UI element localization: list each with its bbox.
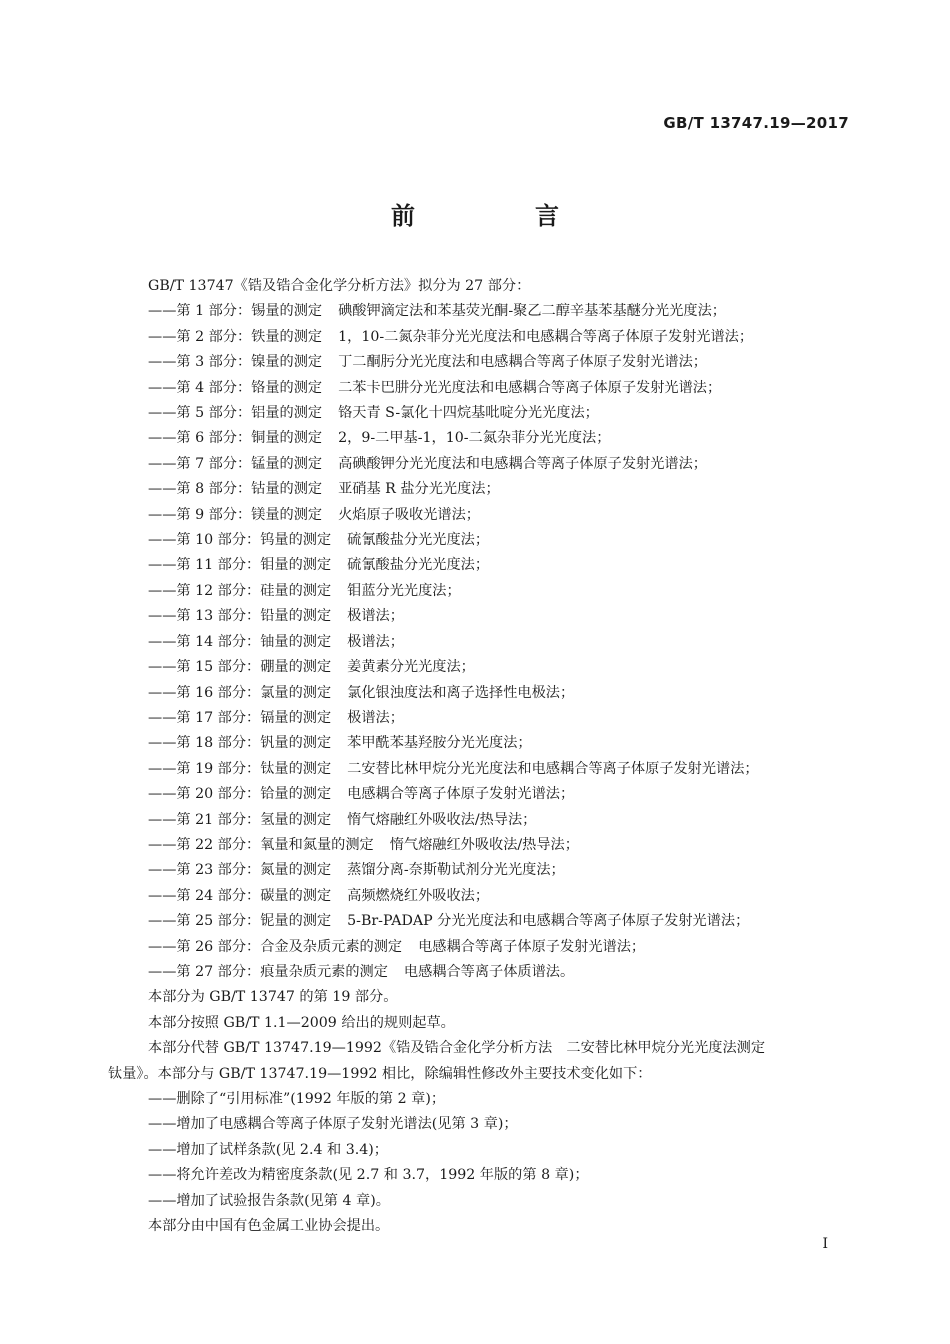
part-list-item — [116, 553, 851, 578]
part-label: ——第 18 部分：钒量的测定 — [148, 735, 332, 752]
part-method: 硫氰酸盐分光光度法； — [347, 557, 490, 574]
part-list-item — [116, 655, 851, 680]
part-method: 丁二酮肟分光光度法和电感耦合等离子体原子发射光谱法； — [338, 354, 707, 371]
part-list-item — [116, 909, 851, 934]
part-list-item — [116, 604, 851, 629]
replaces-statement-line1: 本部分代替 GB/T 13747.19—1992《锆及锆合金化学分析方法 二安替比林甲烷分光光度法测定 — [148, 1040, 766, 1057]
part-list-item — [116, 579, 851, 604]
part-label: ——第 12 部分：硅量的测定 — [148, 582, 332, 599]
part-list-item — [116, 858, 851, 883]
change-list-item: ——删除了“引用标准”(1992 年版的第 2 章)； — [148, 1091, 446, 1107]
part-list-item — [116, 477, 851, 502]
part-method: 二安替比林甲烷分光光度法和电感耦合等离子体原子发射光谱法； — [347, 760, 759, 777]
part-list-item — [116, 401, 851, 426]
part-label: ——第 23 部分：氮量的测定 — [148, 862, 332, 879]
part-label: ——第 21 部分：氢量的测定 — [148, 811, 332, 828]
change-list-item: ——增加了试样条款(见 2.4 和 3.4)； — [148, 1141, 388, 1158]
part-method: 1，10-二氮杂菲分光光度法和电感耦合等离子体原子发射光谱法； — [338, 328, 754, 345]
part-method: 高频燃烧红外吸收法； — [347, 887, 490, 904]
part-list-item — [116, 960, 851, 985]
part-list-item — [116, 503, 851, 528]
part-method: 惰气熔融红外吸收法/热导法； — [347, 811, 537, 828]
part-of-statement: 本部分为 GB/T 13747 的第 19 部分。 — [148, 989, 398, 1006]
part-label: ——第 25 部分：铌量的测定 — [148, 913, 332, 930]
part-method: 极谱法； — [347, 633, 404, 650]
part-label: ——第 6 部分：铜量的测定 — [148, 430, 323, 447]
part-method: 蒸馏分离-奈斯勒试剂分光光度法； — [347, 862, 565, 879]
changes-list — [116, 1087, 851, 1214]
part-label: ——第 17 部分：镉量的测定 — [148, 709, 332, 726]
drafting-statement: 本部分按照 GB/T 1.1—2009 给出的规则起草。 — [148, 1014, 455, 1031]
part-label: ——第 27 部分：痕量杂质元素的测定 — [148, 963, 388, 980]
part-list-item — [116, 935, 851, 960]
foreword-body — [108, 274, 851, 1239]
part-method: 极谱法； — [347, 608, 404, 625]
part-list-item — [116, 426, 851, 451]
part-label: ——第 1 部分：锡量的测定 — [148, 303, 323, 320]
part-list-item — [116, 782, 851, 807]
page-number: Ⅰ — [822, 1236, 828, 1252]
part-label: ——第 19 部分：钛量的测定 — [148, 760, 332, 777]
part-label: ——第 9 部分：镁量的测定 — [148, 506, 323, 523]
part-method: 碘酸钾滴定法和苯基荧光酮-聚乙二醇辛基苯基醚分光光度法； — [338, 303, 726, 320]
part-method: 电感耦合等离子体原子发射光谱法； — [418, 938, 646, 955]
part-label: ——第 26 部分：合金及杂质元素的测定 — [148, 938, 403, 955]
part-list-item — [116, 706, 851, 731]
part-list-item — [116, 757, 851, 782]
proposed-by-statement: 本部分由中国有色金属工业协会提出。 — [148, 1218, 390, 1235]
part-label: ——第 5 部分：铝量的测定 — [148, 405, 323, 422]
part-method: 高碘酸钾分光光度法和电感耦合等离子体原子发射光谱法； — [338, 455, 707, 472]
part-list-item — [116, 528, 851, 553]
part-label: ——第 7 部分：锰量的测定 — [148, 455, 323, 472]
part-method: 惰气熔融红外吸收法/热导法； — [389, 836, 579, 853]
part-list-item — [116, 808, 851, 833]
part-method: 电感耦合等离子体原子发射光谱法； — [347, 786, 575, 803]
part-method: 苯甲酰苯基羟胺分光光度法； — [347, 735, 532, 752]
part-method: 亚硝基 R 盐分光光度法； — [338, 481, 500, 498]
part-label: ——第 11 部分：钼量的测定 — [148, 557, 332, 574]
part-label: ——第 15 部分：硼量的测定 — [148, 659, 332, 676]
part-label: ——第 2 部分：铁量的测定 — [148, 328, 323, 345]
part-label: ——第 14 部分：铀量的测定 — [148, 633, 332, 650]
part-method: 5-Br-PADAP 分光光度法和电感耦合等离子体原子发射光谱法； — [347, 913, 750, 930]
part-method: 火焰原子吸收光谱法； — [338, 506, 480, 523]
part-label: ——第 16 部分：氯量的测定 — [148, 684, 332, 701]
intro-line: GB/T 13747《锆及锆合金化学分析方法》拟分为 27 部分： — [148, 278, 531, 294]
parts-list — [116, 299, 851, 985]
part-method: 氯化银浊度法和离子选择性电极法； — [347, 684, 575, 701]
part-list-item — [116, 452, 851, 477]
part-list-item — [116, 884, 851, 909]
part-method: 电感耦合等离子体质谱法。 — [403, 963, 575, 980]
part-label: ——第 3 部分：镍量的测定 — [148, 354, 323, 371]
part-list-item — [116, 731, 851, 756]
change-list-item: ——增加了电感耦合等离子体原子发射光谱法(见第 3 章)； — [148, 1116, 518, 1133]
part-list-item — [116, 299, 851, 324]
part-method: 铬天青 S-氯化十四烷基吡啶分光光度法； — [338, 405, 599, 422]
standard-code: GB/T 13747.19—2017 — [663, 114, 849, 132]
part-list-item — [116, 681, 851, 706]
part-label: ——第 20 部分：铪量的测定 — [148, 786, 332, 803]
part-method: 二苯卡巴肼分光光度法和电感耦合等离子体原子发射光谱法； — [338, 379, 722, 396]
part-list-item — [116, 376, 851, 401]
part-method: 极谱法； — [347, 709, 404, 726]
change-list-item: ——增加了试验报告条款(见第 4 章)。 — [148, 1192, 390, 1209]
part-label: ——第 4 部分：铬量的测定 — [148, 379, 323, 396]
part-list-item — [116, 630, 851, 655]
part-method: 姜黄素分光光度法； — [347, 659, 475, 676]
part-list-item — [116, 350, 851, 375]
part-method: 2，9-二甲基-1，10-二氮杂菲分光光度法； — [338, 430, 611, 447]
page-title: 前 言 — [391, 202, 607, 230]
part-label: ——第 10 部分：钨量的测定 — [148, 532, 332, 549]
part-method: 钼蓝分光光度法； — [347, 582, 461, 599]
part-label: ——第 24 部分：碳量的测定 — [148, 887, 332, 904]
part-label: ——第 8 部分：钴量的测定 — [148, 481, 323, 498]
part-method: 硫氰酸盐分光光度法； — [347, 532, 490, 549]
part-list-item — [116, 833, 851, 858]
part-label: ——第 22 部分：氧量和氮量的测定 — [148, 836, 374, 853]
part-list-item — [116, 325, 851, 350]
replaces-statement-line2: 钛量》。本部分与 GB/T 13747.19—1992 相比，除编辑性修改外主要技术变化如下： — [108, 1065, 652, 1082]
change-list-item: ——将允许差改为精密度条款(见 2.7 和 3.7，1992 年版的第 8 章)； — [148, 1167, 589, 1184]
part-label: ——第 13 部分：铅量的测定 — [148, 608, 332, 625]
